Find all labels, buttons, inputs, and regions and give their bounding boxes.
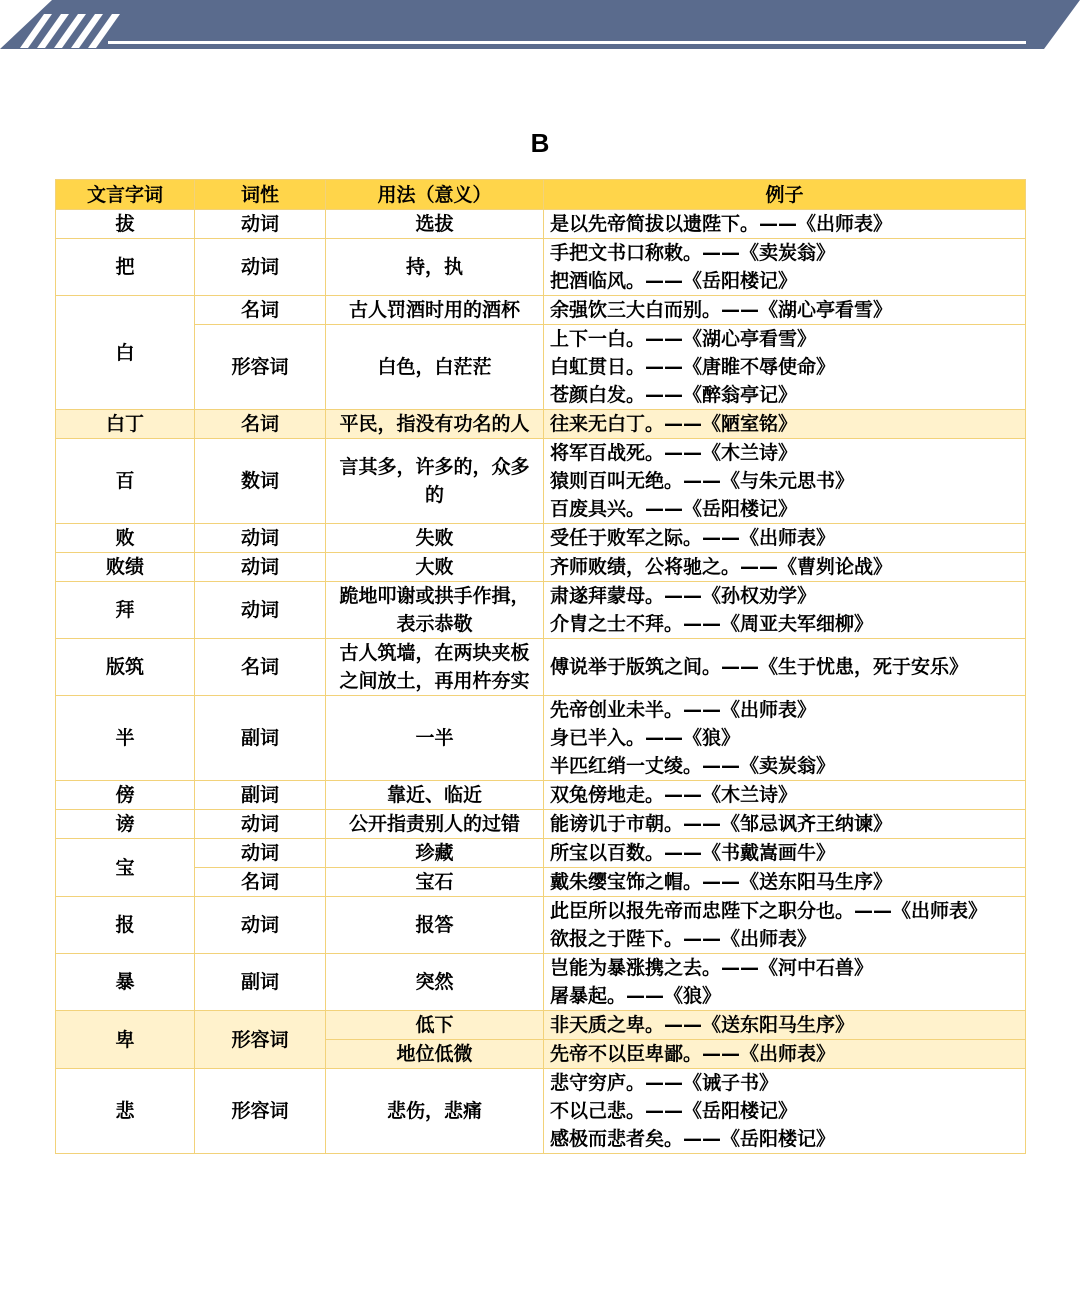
example-line: 肃遂拜蒙母。——《孙权劝学》 <box>550 585 817 607</box>
example-line: 往来无白丁。——《陋室铭》 <box>550 413 798 435</box>
pos-cell: 形容词 <box>195 1069 326 1154</box>
table-row <box>56 1011 1026 1040</box>
usage-cell: 悲伤，悲痛 <box>326 1069 544 1154</box>
table-row <box>56 839 1026 868</box>
example-cell <box>544 239 1026 296</box>
table-row <box>56 897 1026 954</box>
usage-cell: 报答 <box>326 897 544 954</box>
table-row <box>56 810 1026 839</box>
word-cell: 报 <box>56 897 195 954</box>
example-line: 上下一白。——《湖心亭看雪》 <box>550 328 817 350</box>
word-cell: 傍 <box>56 781 195 810</box>
usage-cell: 持，执 <box>326 239 544 296</box>
example-line: 岂能为暴涨携之去。——《河中石兽》 <box>550 957 874 979</box>
section-letter: B <box>530 128 550 158</box>
example-cell <box>544 696 1026 781</box>
pos-cell: 动词 <box>195 239 326 296</box>
example-line: 余强饮三大白而别。——《湖心亭看雪》 <box>550 299 893 321</box>
example-line: 把酒临风。——《岳阳楼记》 <box>550 270 798 292</box>
vocabulary-table <box>55 179 1026 1154</box>
header-banner <box>0 0 1080 60</box>
usage-cell: 地位低微 <box>326 1040 544 1069</box>
example-line: 手把文书口称敕。——《卖炭翁》 <box>550 242 836 264</box>
example-cell <box>544 810 1026 839</box>
table-row <box>56 296 1026 325</box>
word-cell: 版筑 <box>56 639 195 696</box>
pos-cell: 形容词 <box>195 325 326 410</box>
example-cell <box>544 868 1026 897</box>
example-line: 介胄之士不拜。——《周亚夫军细柳》 <box>550 613 874 635</box>
example-line: 先帝创业未半。——《出师表》 <box>550 699 817 721</box>
example-cell <box>544 781 1026 810</box>
example-cell <box>544 897 1026 954</box>
pos-cell: 数词 <box>195 439 326 524</box>
example-line: 非天质之卑。——《送东阳马生序》 <box>550 1014 855 1036</box>
usage-cell: 突然 <box>326 954 544 1011</box>
example-line: 欲报之于陛下。——《出师表》 <box>550 928 817 950</box>
table-row <box>56 410 1026 439</box>
usage-cell: 白色，白茫茫 <box>326 325 544 410</box>
pos-cell: 名词 <box>195 868 326 897</box>
usage-cell: 古人筑墙，在两块夹板之间放土，再用杵夯实 <box>326 639 544 696</box>
example-line: 猿则百叫无绝。——《与朱元思书》 <box>550 470 855 492</box>
pos-cell: 名词 <box>195 410 326 439</box>
usage-cell: 靠近、临近 <box>326 781 544 810</box>
usage-cell: 平民，指没有功名的人 <box>326 410 544 439</box>
word-cell: 白 <box>56 296 195 410</box>
table-row <box>56 868 1026 897</box>
usage-cell: 古人罚酒时用的酒杯 <box>326 296 544 325</box>
usage-cell: 言其多，许多的，众多的 <box>326 439 544 524</box>
example-cell <box>544 410 1026 439</box>
example-line: 受任于败军之际。——《出师表》 <box>550 527 836 549</box>
example-line: 所宝以百数。——《书戴嵩画牛》 <box>550 842 836 864</box>
example-cell <box>544 325 1026 410</box>
header-pos: 词性 <box>195 180 326 210</box>
word-cell: 白丁 <box>56 410 195 439</box>
table-row <box>56 553 1026 582</box>
usage-cell: 跪地叩谢或拱手作揖，表示恭敬 <box>326 582 544 639</box>
header-word: 文言字词 <box>56 180 195 210</box>
example-cell <box>544 439 1026 524</box>
word-cell: 卑 <box>56 1011 195 1069</box>
word-cell: 百 <box>56 439 195 524</box>
pos-cell: 动词 <box>195 210 326 239</box>
table-row <box>56 781 1026 810</box>
word-cell: 谤 <box>56 810 195 839</box>
pos-cell: 名词 <box>195 296 326 325</box>
pos-cell: 动词 <box>195 839 326 868</box>
pos-cell: 动词 <box>195 582 326 639</box>
word-cell: 败 <box>56 524 195 553</box>
example-line: 是以先帝简拔以遗陛下。——《出师表》 <box>550 213 893 235</box>
example-cell <box>544 1040 1026 1069</box>
word-cell: 暴 <box>56 954 195 1011</box>
example-line: 屠暴起。——《狼》 <box>550 985 722 1007</box>
example-cell <box>544 582 1026 639</box>
usage-cell: 大败 <box>326 553 544 582</box>
example-line: 百废具兴。——《岳阳楼记》 <box>550 498 798 520</box>
example-cell <box>544 553 1026 582</box>
example-cell <box>544 1069 1026 1154</box>
pos-cell: 动词 <box>195 524 326 553</box>
table-row <box>56 239 1026 296</box>
example-line: 能谤讥于市朝。——《邹忌讽齐王纳谏》 <box>550 813 893 835</box>
example-line: 双兔傍地走。——《木兰诗》 <box>550 784 798 806</box>
pos-cell: 动词 <box>195 553 326 582</box>
word-cell: 悲 <box>56 1069 195 1154</box>
table-row <box>56 524 1026 553</box>
example-line: 此臣所以报先帝而忠陛下之职分也。——《出师表》 <box>550 900 988 922</box>
example-line: 身已半入。——《狼》 <box>550 727 741 749</box>
usage-cell: 失败 <box>326 524 544 553</box>
example-cell <box>544 639 1026 696</box>
example-line: 将军百战死。——《木兰诗》 <box>550 442 798 464</box>
table-header-row <box>56 180 1026 210</box>
usage-cell: 低下 <box>326 1011 544 1040</box>
pos-cell: 动词 <box>195 810 326 839</box>
usage-cell: 公开指责别人的过错 <box>326 810 544 839</box>
table-row <box>56 1069 1026 1154</box>
table-row <box>56 325 1026 410</box>
example-line: 悲守穷庐。——《诫子书》 <box>550 1072 779 1094</box>
table-row <box>56 696 1026 781</box>
table-row <box>56 210 1026 239</box>
word-cell: 把 <box>56 239 195 296</box>
example-line: 不以己悲。——《岳阳楼记》 <box>550 1100 798 1122</box>
example-line: 傅说举于版筑之间。——《生于忧患，死于安乐》 <box>550 656 969 678</box>
word-cell: 拜 <box>56 582 195 639</box>
pos-cell: 形容词 <box>195 1011 326 1069</box>
usage-cell: 珍藏 <box>326 839 544 868</box>
example-cell <box>544 296 1026 325</box>
example-line: 白虹贯日。——《唐睢不辱使命》 <box>550 356 836 378</box>
word-cell: 败绩 <box>56 553 195 582</box>
word-cell: 拔 <box>56 210 195 239</box>
example-cell <box>544 1011 1026 1040</box>
example-cell <box>544 524 1026 553</box>
pos-cell: 副词 <box>195 781 326 810</box>
table-row <box>56 439 1026 524</box>
usage-cell: 一半 <box>326 696 544 781</box>
example-cell <box>544 954 1026 1011</box>
header-example: 例子 <box>544 180 1026 210</box>
usage-cell: 选拔 <box>326 210 544 239</box>
example-line: 半匹红绡一丈绫。——《卖炭翁》 <box>550 755 836 777</box>
table-row <box>56 639 1026 696</box>
pos-cell: 副词 <box>195 696 326 781</box>
pos-cell: 副词 <box>195 954 326 1011</box>
header-usage: 用法（意义） <box>326 180 544 210</box>
example-cell <box>544 210 1026 239</box>
pos-cell: 动词 <box>195 897 326 954</box>
example-line: 感极而悲者矣。——《岳阳楼记》 <box>550 1128 836 1150</box>
pos-cell: 名词 <box>195 639 326 696</box>
example-line: 先帝不以臣卑鄙。——《出师表》 <box>550 1043 836 1065</box>
banner-line <box>108 41 1026 44</box>
word-cell: 宝 <box>56 839 195 897</box>
word-cell: 半 <box>56 696 195 781</box>
usage-cell: 宝石 <box>326 868 544 897</box>
example-line: 齐师败绩，公将驰之。——《曹刿论战》 <box>550 556 893 578</box>
example-cell <box>544 839 1026 868</box>
example-line: 戴朱缨宝饰之帽。——《送东阳马生序》 <box>550 871 893 893</box>
table-row <box>56 954 1026 1011</box>
example-line: 苍颜白发。——《醉翁亭记》 <box>550 384 798 406</box>
table-row <box>56 582 1026 639</box>
